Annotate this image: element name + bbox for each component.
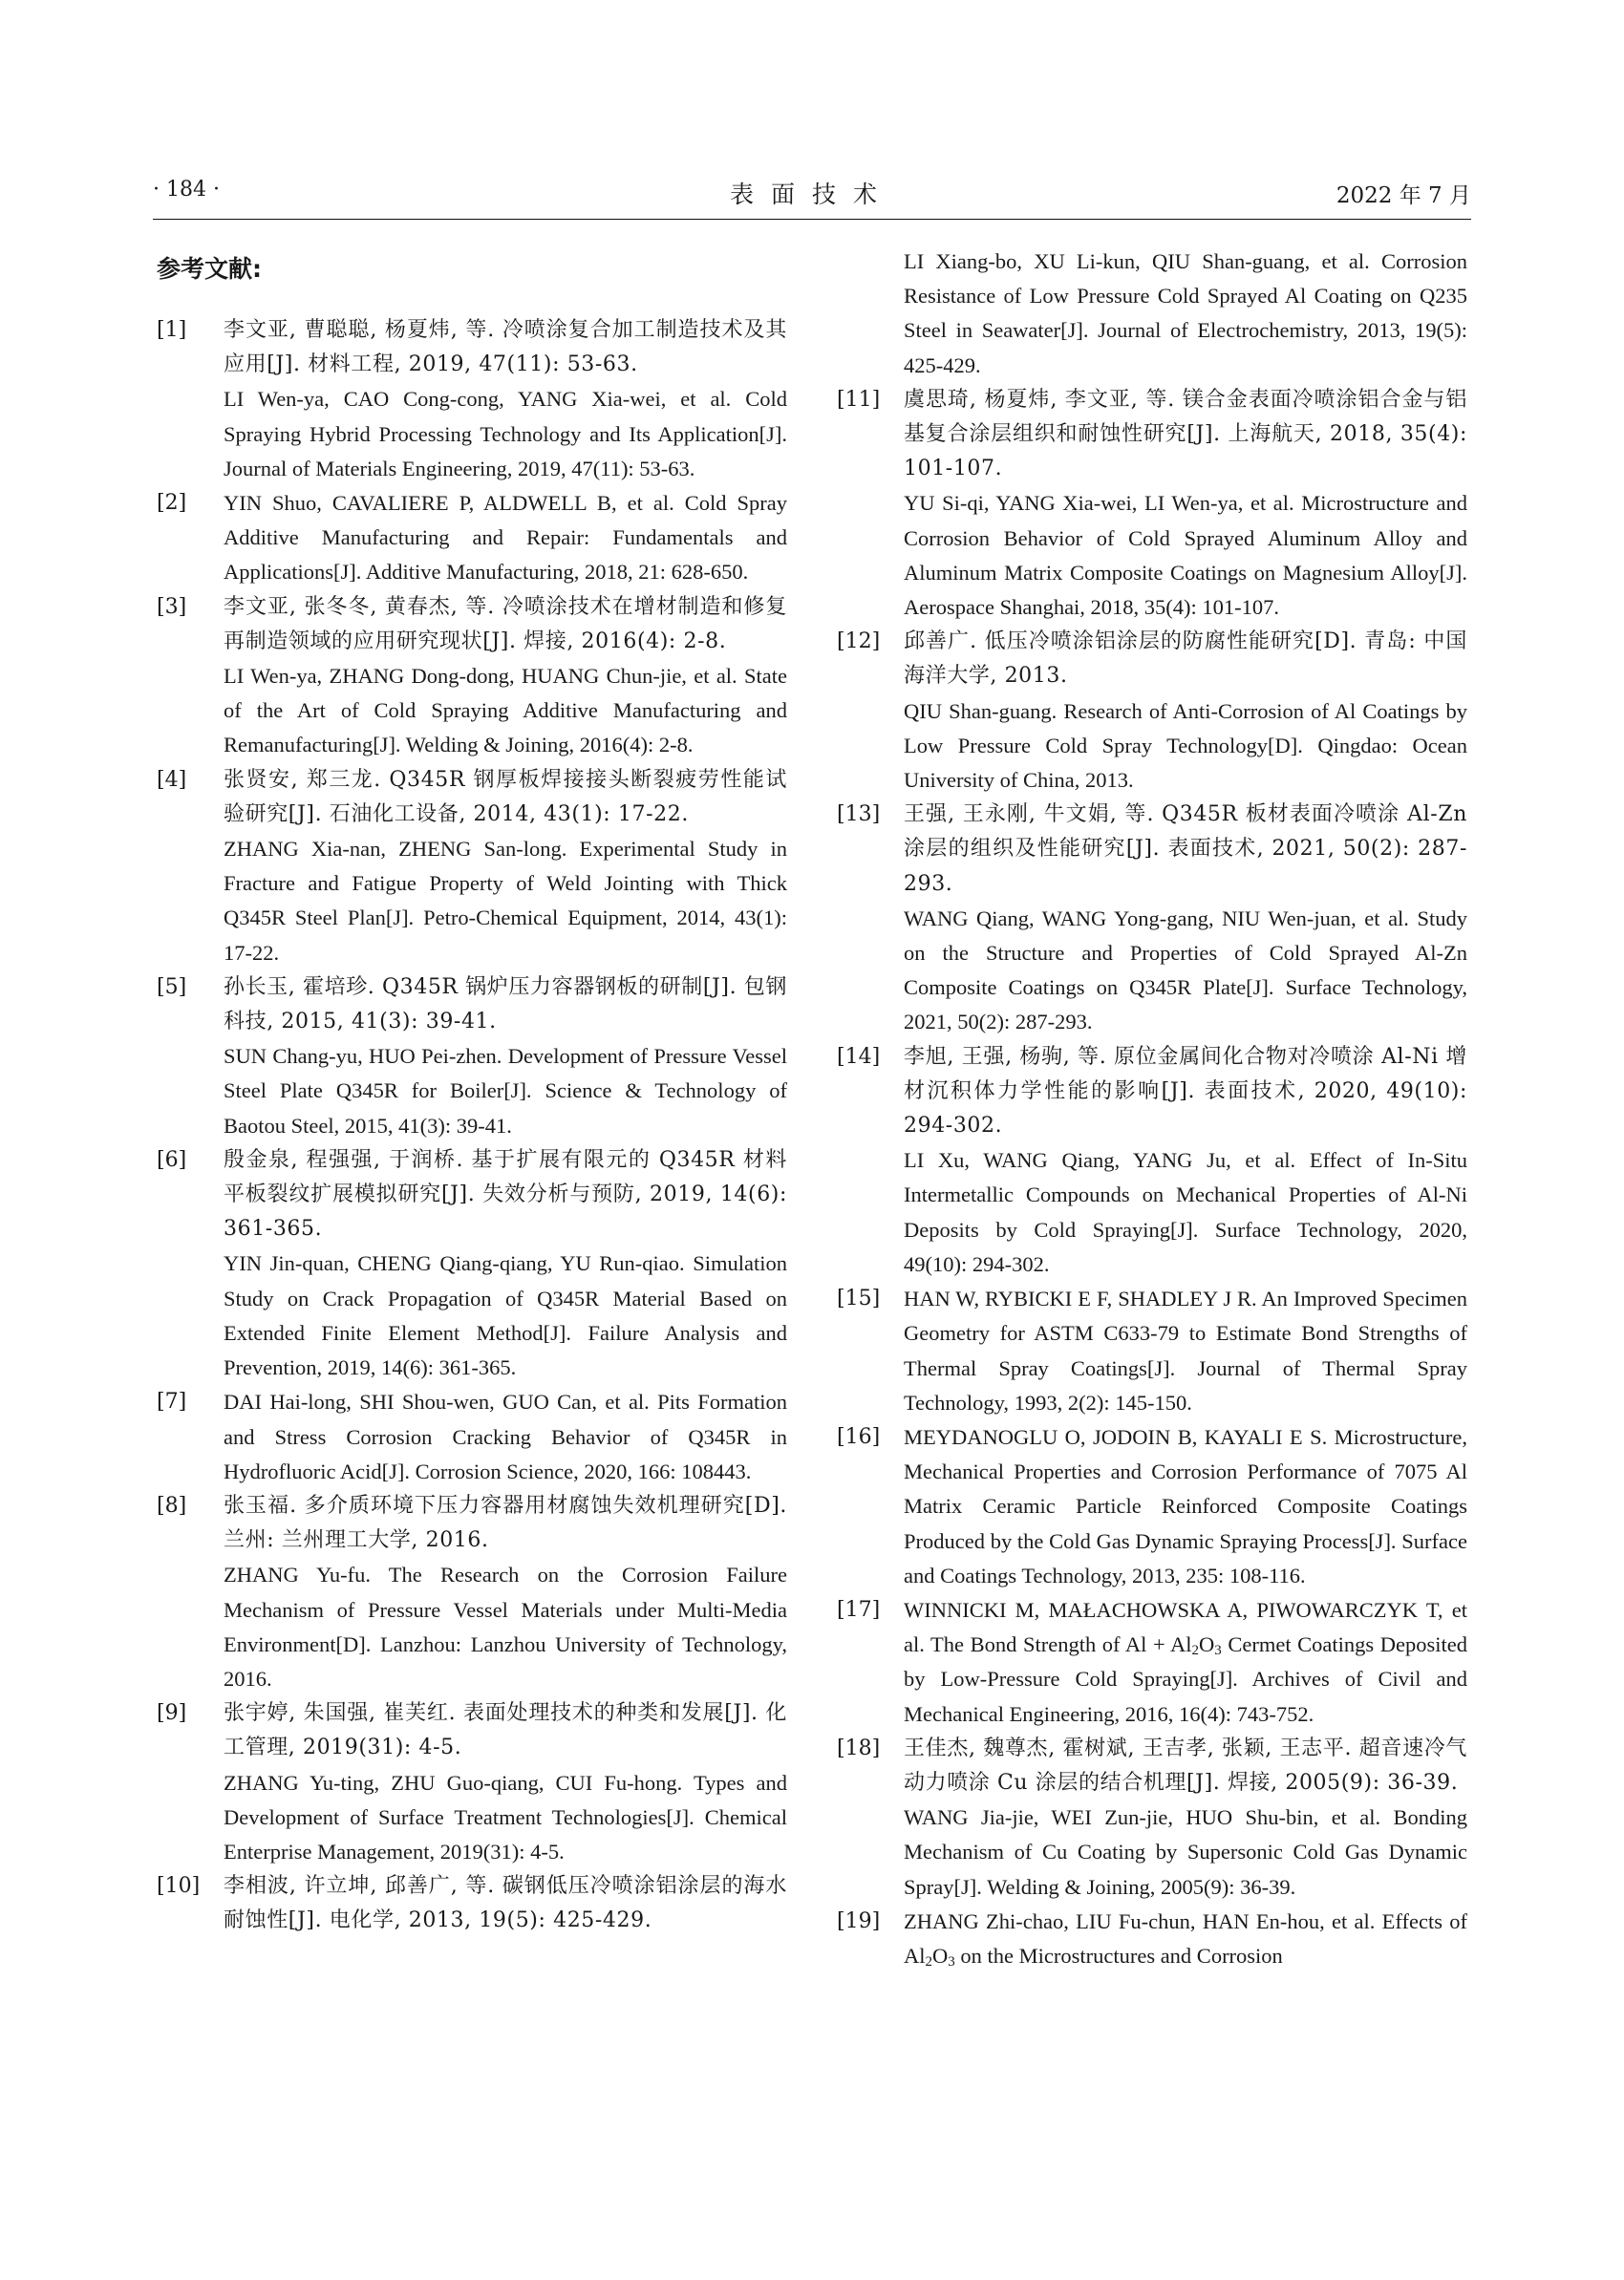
- reference-en: LI Xu, WANG Qiang, YANG Ju, et al. Effect of In-Situ Intermetallic Compounds on Mechanical Properties of Al-Ni Deposits by Cold Spraying[J]. Surface Technology, 2020, 49(10): 294-302.: [904, 1148, 1467, 1276]
- reference-number: [3]: [157, 594, 187, 619]
- reference-item: [837, 1282, 1467, 1420]
- reference-text-part: ZHANG Zhi-chao, LIU Fu-chun, HAN En-hou, et al. Effects of Al: [904, 1908, 1467, 1968]
- reference-en: WANG Qiang, WANG Yong-gang, NIU Wen-juan, et al. Study on the Structure and Properties of Cold Sprayed Al-Zn Composite Coatings on Q345R Plate[J]. Surface Technology, 2021, 50(2): 287-293.: [904, 906, 1467, 1034]
- reference-item: [157, 763, 787, 970]
- reference-number: [5]: [157, 974, 187, 999]
- reference-item: [837, 1905, 1467, 1973]
- reference-number: [10]: [157, 1874, 201, 1899]
- page-number: · 184 ·: [153, 178, 220, 202]
- subscript: 2: [1191, 1643, 1200, 1659]
- running-header: [153, 178, 1471, 216]
- reference-item: [157, 1385, 787, 1489]
- reference-text-part: WINNICKI M, MAŁACHOWSKA A, PIWOWARCZYK T, et al. The Bond Strength of Al + Al: [904, 1597, 1467, 1657]
- reference-zh: 李旭, 王强, 杨驹, 等. 原位金属间化合物对冷喷涂 Al-Ni 增材沉积体力学性能的影响[J]. 表面技术, 2020, 49(10): 294-302.: [904, 1044, 1467, 1139]
- reference-item: [837, 1732, 1467, 1905]
- reference-item: [157, 313, 787, 486]
- reference-number: [12]: [837, 629, 881, 654]
- reference-item: [837, 1420, 1467, 1593]
- reference-en: YIN Jin-quan, CHENG Qiang-qiang, YU Run-qiao. Simulation Study on Crack Propagation of Q345R Material Based on Extended Finite Element Method[J]. Failure Analysis and Prevention, 2019, 14(6): 361-365.: [224, 1251, 787, 1380]
- header-rule: [153, 219, 1471, 220]
- reference-item: [837, 625, 1467, 798]
- reference-zh: 王佳杰, 魏尊杰, 霍树斌, 王吉孝, 张颖, 王志平. 超音速冷气动力喷涂 Cu 涂层的结合机理[J]. 焊接, 2005(9): 36-39.: [904, 1736, 1467, 1795]
- reference-zh: 李文亚, 曹聪聪, 杨夏炜, 等. 冷喷涂复合加工制造技术及其应用[J]. 材料工程, 2019, 47(11): 53-63.: [224, 318, 787, 377]
- reference-number: [17]: [837, 1597, 881, 1622]
- reference-zh: 邱善广. 低压冷喷涂铝涂层的防腐性能研究[D]. 青岛: 中国海洋大学, 2013.: [904, 629, 1467, 689]
- issue-date: 2022 年 7 月: [1336, 183, 1471, 208]
- section-title: 参考文献:: [157, 255, 262, 283]
- reference-zh: 孙长玉, 霍培珍. Q345R 锅炉压力容器钢板的研制[J]. 包钢科技, 2015, 41(3): 39-41.: [224, 974, 787, 1034]
- reference-number: [19]: [837, 1908, 881, 1933]
- reference-zh: 张玉福. 多介质环境下压力容器用材腐蚀失效机理研究[D]. 兰州: 兰州理工大学, 2016.: [224, 1493, 787, 1553]
- reference-en: WANG Jia-jie, WEI Zun-jie, HUO Shu-bin, et al. Bonding Mechanism of Cu Coating by Supersonic Cold Gas Dynamic Spray[J]. Welding & Joining, 2005(9): 36-39.: [904, 1805, 1467, 1899]
- reference-en: [904, 1905, 1467, 1973]
- reference-en: YU Si-qi, YANG Xia-wei, LI Wen-ya, et al. Microstructure and Corrosion Behavior of Cold Sprayed Aluminum Alloy and Aluminum Matrix Composite Coatings on Magnesium Alloy[J]. Aerospace Shanghai, 2018, 35(4): 101-107.: [904, 491, 1467, 620]
- references-right-column: [837, 245, 1467, 1973]
- reference-zh: 王强, 王永刚, 牛文娟, 等. Q345R 板材表面冷喷涂 Al-Zn 涂层的组织及性能研究[J]. 表面技术, 2021, 50(2): 287-293.: [904, 802, 1467, 896]
- reference-en: ZHANG Yu-ting, ZHU Guo-qiang, CUI Fu-hong. Types and Development of Surface Treatment Technologies[J]. Chemical Enterprise Management, 2019(31): 4-5.: [224, 1770, 787, 1864]
- reference-en: QIU Shan-guang. Research of Anti-Corrosion of Al Coatings by Low Pressure Cold Spray Technology[D]. Qingdao: Ocean University of China, 2013.: [904, 698, 1467, 793]
- reference-en: ZHANG Yu-fu. The Research on the Corrosion Failure Mechanism of Pressure Vessel Materials under Multi-Media Environment[D]. Lanzhou: Lanzhou University of Technology, 2016.: [224, 1563, 787, 1691]
- reference-item: [837, 1593, 1467, 1732]
- reference-item: [837, 383, 1467, 625]
- reference-item: [157, 486, 787, 590]
- reference-number: [15]: [837, 1287, 881, 1311]
- reference-number: [7]: [157, 1390, 187, 1415]
- subscript: 3: [1214, 1643, 1222, 1659]
- reference-zh: 张宇婷, 朱国强, 崔芙红. 表面处理技术的种类和发展[J]. 化工管理, 2019(31): 4-5.: [224, 1701, 787, 1760]
- reference-number: [2]: [157, 491, 187, 516]
- subscript: 2: [925, 1953, 932, 1970]
- reference-number: [14]: [837, 1044, 881, 1069]
- references-left-column: [157, 313, 787, 1939]
- reference-en: DAI Hai-long, SHI Shou-wen, GUO Can, et al. Pits Formation and Stress Corrosion Cracking Behavior of Q345R in Hydrofluoric Acid[J]. Corrosion Science, 2020, 166: 108443.: [224, 1390, 787, 1483]
- reference-number: [13]: [837, 802, 881, 827]
- reference-number: [9]: [157, 1701, 187, 1726]
- reference-en: SUN Chang-yu, HUO Pei-zhen. Development of Pressure Vessel Steel Plate Q345R for Boiler[J]. Science & Technology of Baotou Steel, 2015, 41(3): 39-41.: [224, 1044, 787, 1138]
- reference-text-part: on the Microstructures and Corrosion: [954, 1943, 1283, 1968]
- subscript: 3: [948, 1953, 955, 1970]
- reference-item: [157, 1869, 787, 1938]
- reference-en: [904, 1593, 1467, 1732]
- reference-continuation: LI Xiang-bo, XU Li-kun, QIU Shan-guang, et al. Corrosion Resistance of Low Pressure Cold Sprayed Al Coating on Q235 Steel in Seawater[J]. Journal of Electrochemistry, 2013, 19(5): 425-429.: [904, 249, 1467, 377]
- reference-zh: 殷金泉, 程强强, 于润桥. 基于扩展有限元的 Q345R 材料平板裂纹扩展模拟研究[J]. 失效分析与预防, 2019, 14(6): 361-365.: [224, 1147, 787, 1242]
- reference-number: [18]: [837, 1736, 881, 1760]
- reference-zh: 李相波, 许立坤, 邱善广, 等. 碳钢低压冷喷涂铝涂层的海水耐蚀性[J]. 电化学, 2013, 19(5): 425-429.: [224, 1874, 787, 1933]
- reference-item: [157, 1143, 787, 1385]
- reference-text-part: Cermet Coatings Deposited by Low-Pressure Cold Spraying[J]. Archives of Civil and Mechanical Engineering, 2016, 16(4): 743-752.: [904, 1632, 1467, 1726]
- reference-item: [837, 798, 1467, 1039]
- reference-item: [157, 1696, 787, 1869]
- reference-en: LI Wen-ya, CAO Cong-cong, YANG Xia-wei, et al. Cold Spraying Hybrid Processing Technology and Its Application[J]. Journal of Materials Engineering, 2019, 47(11): 53-63.: [224, 387, 787, 480]
- reference-text-part: O: [1199, 1632, 1215, 1657]
- reference-en: YIN Shuo, CAVALIERE P, ALDWELL B, et al. Cold Spray Additive Manufacturing and Repair: Fundamentals and Applications[J]. Additive Manufacturing, 2018, 21: 628-650.: [224, 491, 787, 585]
- reference-item: [157, 590, 787, 763]
- reference-item: [157, 970, 787, 1143]
- reference-zh: 虞思琦, 杨夏炜, 李文亚, 等. 镁合金表面冷喷涂铝合金与铝基复合涂层组织和耐蚀性研究[J]. 上海航天, 2018, 35(4): 101-107.: [904, 387, 1467, 481]
- reference-number: [16]: [837, 1424, 881, 1449]
- reference-item: [837, 1040, 1467, 1282]
- reference-number: [1]: [157, 318, 187, 342]
- journal-title: 表面技术: [729, 181, 894, 208]
- reference-en: MEYDANOGLU O, JODOIN B, KAYALI E S. Microstructure, Mechanical Properties and Corrosion Performance of 7075 Al Matrix Ceramic Particle Reinforced Composite Coatings Produced by the Cold Gas Dynamic Spraying Process[J]. Surface and Coatings Technology, 2013, 235: 108-116.: [904, 1424, 1467, 1587]
- reference-number: [4]: [157, 767, 187, 792]
- reference-text-part: O: [932, 1943, 949, 1968]
- reference-zh: 张贤安, 郑三龙. Q345R 钢厚板焊接接头断裂疲劳性能试验研究[J]. 石油化工设备, 2014, 43(1): 17-22.: [224, 767, 787, 826]
- reference-number: [6]: [157, 1147, 187, 1172]
- reference-number: [11]: [837, 387, 881, 412]
- reference-number: [8]: [157, 1493, 187, 1518]
- reference-en: LI Wen-ya, ZHANG Dong-dong, HUANG Chun-jie, et al. State of the Art of Cold Spraying Additive Manufacturing and Remanufacturing[J]. Welding & Joining, 2016(4): 2-8.: [224, 664, 787, 757]
- reference-zh: 李文亚, 张冬冬, 黄春杰, 等. 冷喷涂技术在增材制造和修复再制造领域的应用研究现状[J]. 焊接, 2016(4): 2-8.: [224, 594, 787, 653]
- reference-item: [157, 1489, 787, 1696]
- reference-en: ZHANG Xia-nan, ZHENG San-long. Experimental Study in Fracture and Fatigue Property of Weld Jointing with Thick Q345R Steel Plan[J]. Petro-Chemical Equipment, 2014, 43(1): 17-22.: [224, 837, 787, 965]
- reference-en: HAN W, RYBICKI E F, SHADLEY J R. An Improved Specimen Geometry for ASTM C633-79 to Estimate Bond Strengths of Thermal Spray Coatings[J]. Journal of Thermal Spray Technology, 1993, 2(2): 145-150.: [904, 1287, 1467, 1415]
